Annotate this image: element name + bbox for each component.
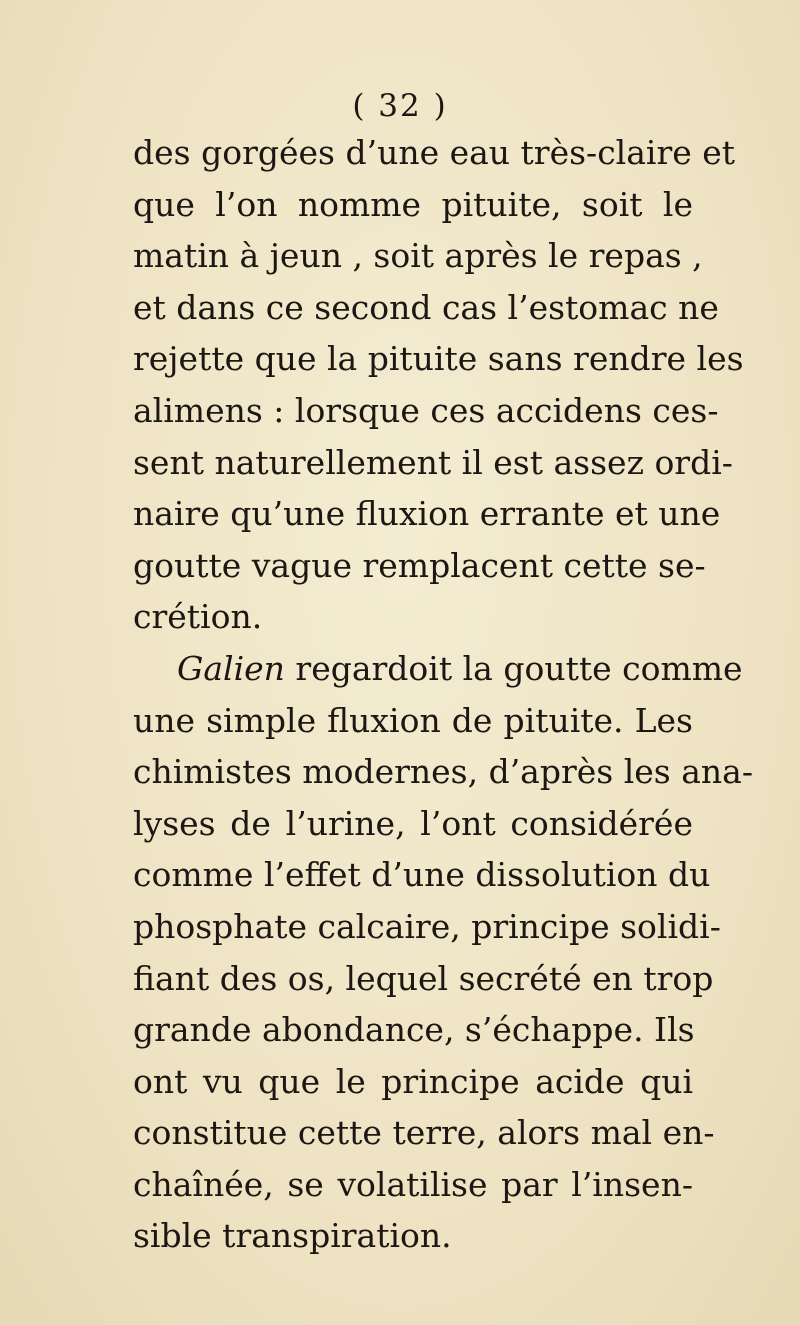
text-line: fiant des os, lequel secrété en trop: [133, 958, 714, 998]
text-line: [133, 643, 743, 695]
text-line: comme l’effet d’une dissolution du: [133, 855, 711, 895]
paragraph-1: [133, 127, 744, 643]
text-line: naire qu’une fluxion errante et une: [133, 494, 721, 534]
text-line: une simple fluxion de pituite. Les: [133, 700, 693, 740]
author-name: Galien: [177, 648, 285, 688]
text-line: phosphate calcaire, principe solidi-: [133, 906, 721, 946]
text-line: alimens : lorsque ces accidens ces-: [133, 390, 719, 430]
body-text: [133, 127, 753, 1262]
page-number: ( 32 ): [352, 88, 448, 124]
text-line: crétion.: [133, 597, 263, 637]
text-line: ont vu que le principe acide qui: [133, 1061, 693, 1101]
text-line: constitue cette terre, alors mal en-: [133, 1113, 715, 1153]
text-line: sent naturellement il est assez ordi-: [133, 442, 733, 482]
text-line: chimistes modernes, d’après les ana-: [133, 752, 753, 792]
text-line: que l’on nomme pituite, soit le: [133, 184, 693, 224]
text-line: et dans ce second cas l’estomac ne: [133, 287, 719, 327]
text-line: grande abondance, s’échappe. Ils: [133, 1010, 695, 1050]
text-line: chaînée, se volatilise par l’insen-: [133, 1164, 693, 1204]
text-fragment: regardoit la goutte comme: [284, 648, 743, 688]
text-line: lyses de l’urine, l’ont considérée: [133, 803, 693, 843]
text-line: sible transpiration.: [133, 1216, 452, 1256]
text-line: goutte vague remplacent cette se-: [133, 545, 706, 585]
text-line: rejette que la pituite sans rendre les: [133, 339, 744, 379]
text-line: matin à jeun , soit après le repas ,: [133, 236, 703, 276]
text-line: des gorgées d’une eau très-claire et: [133, 133, 736, 172]
paragraph-2: [133, 643, 753, 1262]
